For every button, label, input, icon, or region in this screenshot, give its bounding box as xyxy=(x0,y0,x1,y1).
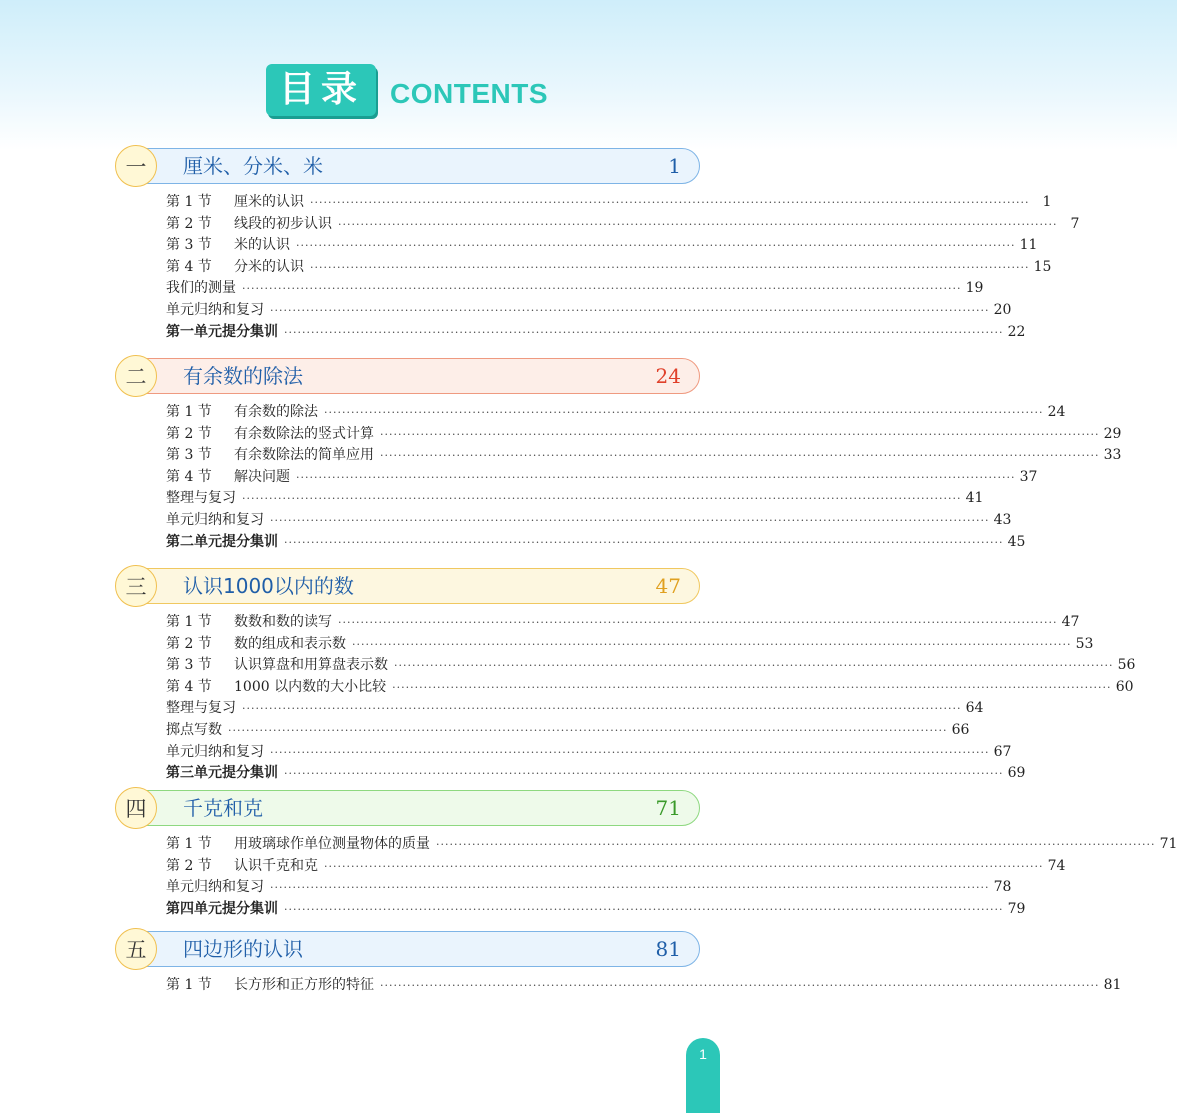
toc-entry[interactable] xyxy=(166,467,1038,489)
entry-title: 有余数的除法 xyxy=(234,404,318,420)
toc-entry[interactable] xyxy=(166,763,1026,785)
entry-page-number: 78 xyxy=(993,879,1012,896)
toc-entry[interactable] xyxy=(166,214,1080,236)
entry-page-number: 47 xyxy=(1061,614,1080,630)
entry-page-number: 60 xyxy=(1115,678,1134,695)
unit-number-badge: 一 xyxy=(115,145,157,187)
entry-title: 厘米的认识 xyxy=(234,194,304,210)
dot-leader: ································································································································································ xyxy=(228,723,948,737)
entry-page-number: 11 xyxy=(1019,237,1038,254)
entry-section-label: 第 1 节 xyxy=(166,977,212,993)
entry-section-label: 第 1 节 xyxy=(166,194,212,210)
entry-page-number: 7 xyxy=(1070,215,1080,232)
unit-number-badge: 二 xyxy=(115,355,157,397)
page-number-tab: 1 xyxy=(686,1038,720,1113)
unit-header-bar[interactable] xyxy=(116,568,700,604)
unit-header-bar[interactable] xyxy=(116,790,700,826)
entry-title: 数的组成和表示数 xyxy=(234,635,346,652)
dot-leader: ································································································································································ xyxy=(338,217,1058,231)
entry-section-label: 第 4 节 xyxy=(166,258,212,275)
entry-page-number: 45 xyxy=(1007,533,1026,550)
unit-section xyxy=(116,358,1122,553)
entry-page-number: 67 xyxy=(993,743,1012,760)
entry-section-label: 第 1 节 xyxy=(166,836,212,852)
entry-section-label: 第 2 节 xyxy=(166,857,212,874)
dot-leader: ································································································································································ xyxy=(324,859,1044,873)
unit-page-number: 1 xyxy=(668,154,681,178)
entry-title: 认识算盘和用算盘表示数 xyxy=(234,657,388,674)
dot-leader: ································································································································································ xyxy=(270,881,990,895)
unit-title: 厘米、分米、米 xyxy=(183,154,323,178)
entry-title: 第四单元提分集训 xyxy=(166,900,278,917)
entry-page-number: 37 xyxy=(1019,468,1038,485)
entry-page-number: 19 xyxy=(965,280,984,297)
toc-entry[interactable] xyxy=(166,402,1066,424)
entry-title: 整理与复习 xyxy=(166,490,236,507)
entry-page-number: 43 xyxy=(993,511,1012,528)
dot-leader: ································································································································································ xyxy=(284,767,1004,781)
toc-entry[interactable] xyxy=(166,532,1026,554)
entry-title: 1000 以内数的大小比较 xyxy=(234,678,387,695)
entry-title: 整理与复习 xyxy=(166,700,236,717)
dot-leader: ································································································································································ xyxy=(242,492,962,506)
entry-title: 线段的初步认识 xyxy=(234,215,332,232)
dot-leader: ································································································································································ xyxy=(352,637,1072,651)
dot-leader: ································································································································································ xyxy=(310,196,1030,209)
dot-leader: ································································································································································ xyxy=(338,616,1058,629)
entry-title: 我们的测量 xyxy=(166,280,236,297)
toc-entry[interactable] xyxy=(166,424,1122,446)
unit-number-badge: 四 xyxy=(115,787,157,829)
unit-title: 四边形的认识 xyxy=(183,937,303,961)
entry-page-number: 20 xyxy=(993,301,1012,318)
unit-section xyxy=(116,568,1136,785)
entry-title: 单元归纳和复习 xyxy=(166,511,264,528)
dot-leader: ································································································································································ xyxy=(324,406,1044,419)
unit-title: 千克和克 xyxy=(183,796,263,820)
unit-section xyxy=(116,931,1122,997)
entry-section-label: 第 1 节 xyxy=(166,614,212,630)
entry-page-number: 24 xyxy=(1047,404,1066,420)
entry-list xyxy=(166,402,1122,553)
entry-section-label: 第 2 节 xyxy=(166,215,212,232)
unit-header-bar[interactable] xyxy=(116,931,700,967)
toc-title-cn: 目录 xyxy=(266,64,376,116)
entry-section-label: 第 4 节 xyxy=(166,678,212,695)
unit-page-number: 71 xyxy=(655,796,681,820)
entry-page-number: 22 xyxy=(1007,323,1026,340)
entry-page-number: 69 xyxy=(1007,765,1026,782)
dot-leader: ································································································································································ xyxy=(284,535,1004,549)
entry-title: 有余数除法的简单应用 xyxy=(234,447,374,464)
toc-entry[interactable] xyxy=(166,877,1012,899)
dot-leader: ································································································································································ xyxy=(380,449,1100,463)
toc-entry[interactable] xyxy=(166,742,1012,764)
entry-title: 米的认识 xyxy=(234,237,290,254)
dot-leader: ································································································································································ xyxy=(284,902,1004,916)
toc-entry[interactable] xyxy=(166,278,984,300)
unit-header-bar[interactable] xyxy=(116,358,700,394)
dot-leader: ································································································································································ xyxy=(436,838,1156,851)
entry-section-label: 第 3 节 xyxy=(166,447,212,464)
entry-title: 数数和数的读写 xyxy=(234,614,332,630)
unit-title: 认识1000以内的数 xyxy=(183,574,354,598)
toc-entry[interactable] xyxy=(166,655,1136,677)
toc-header xyxy=(0,0,800,140)
toc-entry[interactable] xyxy=(166,634,1094,656)
entry-list xyxy=(166,975,1122,997)
toc-entry[interactable] xyxy=(166,192,1052,214)
dot-leader: ································································································································································ xyxy=(310,260,1030,274)
dot-leader: ································································································································································ xyxy=(242,702,962,716)
entry-page-number: 56 xyxy=(1117,657,1136,674)
entry-page-number: 29 xyxy=(1103,425,1122,442)
dot-leader: ································································································································································ xyxy=(270,745,990,759)
dot-leader: ································································································································································ xyxy=(296,239,1016,253)
dot-leader: ································································································································································ xyxy=(296,470,1016,484)
toc-entry[interactable] xyxy=(166,720,970,742)
unit-page-number: 81 xyxy=(655,937,681,961)
entry-list xyxy=(166,612,1136,785)
entry-title: 长方形和正方形的特征 xyxy=(234,977,374,993)
unit-section xyxy=(116,148,1080,343)
toc-entry[interactable] xyxy=(166,698,984,720)
entry-page-number: 66 xyxy=(951,721,970,738)
entry-section-label: 第 3 节 xyxy=(166,657,212,674)
entry-page-number: 79 xyxy=(1007,900,1026,917)
entry-title: 第二单元提分集训 xyxy=(166,533,278,550)
toc-entry[interactable] xyxy=(166,322,1026,344)
entry-page-number: 1 xyxy=(1042,194,1052,210)
entry-page-number: 81 xyxy=(1103,977,1122,993)
entry-title: 单元归纳和复习 xyxy=(166,301,264,318)
entry-title: 用玻璃球作单位测量物体的质量 xyxy=(234,836,430,852)
dot-leader: ································································································································································ xyxy=(242,282,962,296)
unit-header-bar[interactable] xyxy=(116,148,700,184)
dot-leader: ································································································································································ xyxy=(380,427,1100,441)
toc-entry[interactable] xyxy=(166,235,1038,257)
unit-page-number: 24 xyxy=(655,364,681,388)
entry-page-number: 33 xyxy=(1103,447,1122,464)
entry-title: 第三单元提分集训 xyxy=(166,765,278,782)
toc-entry[interactable] xyxy=(166,510,1012,532)
unit-number-badge: 三 xyxy=(115,565,157,607)
toc-entry[interactable] xyxy=(166,445,1122,467)
toc-entry[interactable] xyxy=(166,300,1012,322)
entry-title: 单元归纳和复习 xyxy=(166,743,264,760)
toc-title-en: CONTENTS xyxy=(390,78,548,109)
entry-title: 掷点写数 xyxy=(166,721,222,738)
unit-number-badge: 五 xyxy=(115,928,157,970)
toc-entry[interactable] xyxy=(166,488,984,510)
entry-page-number: 15 xyxy=(1033,258,1052,275)
entry-page-number: 71 xyxy=(1159,836,1177,852)
unit-title: 有余数的除法 xyxy=(183,364,303,388)
entry-title: 分米的认识 xyxy=(234,258,304,275)
entry-section-label: 第 2 节 xyxy=(166,425,212,442)
unit-section xyxy=(116,790,1177,920)
entry-page-number: 53 xyxy=(1075,635,1094,652)
toc-entry[interactable] xyxy=(166,677,1134,699)
toc-entry[interactable] xyxy=(166,856,1066,878)
entry-list xyxy=(166,834,1177,920)
dot-leader: ································································································································································ xyxy=(394,659,1114,673)
toc-entry[interactable] xyxy=(166,834,1177,856)
entry-title: 有余数除法的竖式计算 xyxy=(234,425,374,442)
entry-title: 认识千克和克 xyxy=(234,857,318,874)
entry-title: 单元归纳和复习 xyxy=(166,879,264,896)
unit-page-number: 47 xyxy=(655,574,681,598)
entry-section-label: 第 4 节 xyxy=(166,468,212,485)
dot-leader: ································································································································································ xyxy=(392,680,1112,694)
toc-entry[interactable] xyxy=(166,257,1052,279)
dot-leader: ································································································································································ xyxy=(284,325,1004,339)
dot-leader: ································································································································································ xyxy=(270,513,990,527)
toc-entry[interactable] xyxy=(166,612,1080,634)
entry-section-label: 第 3 节 xyxy=(166,237,212,254)
entry-title: 解决问题 xyxy=(234,468,290,485)
entry-section-label: 第 2 节 xyxy=(166,635,212,652)
entry-page-number: 41 xyxy=(965,490,984,507)
dot-leader: ································································································································································ xyxy=(270,303,990,317)
entry-list xyxy=(166,192,1080,343)
dot-leader: ································································································································································ xyxy=(380,979,1100,992)
entry-page-number: 64 xyxy=(965,700,984,717)
entry-title: 第一单元提分集训 xyxy=(166,323,278,340)
entry-page-number: 74 xyxy=(1047,857,1066,874)
entry-section-label: 第 1 节 xyxy=(166,404,212,420)
toc-entry[interactable] xyxy=(166,899,1026,921)
toc-entry[interactable] xyxy=(166,975,1122,997)
